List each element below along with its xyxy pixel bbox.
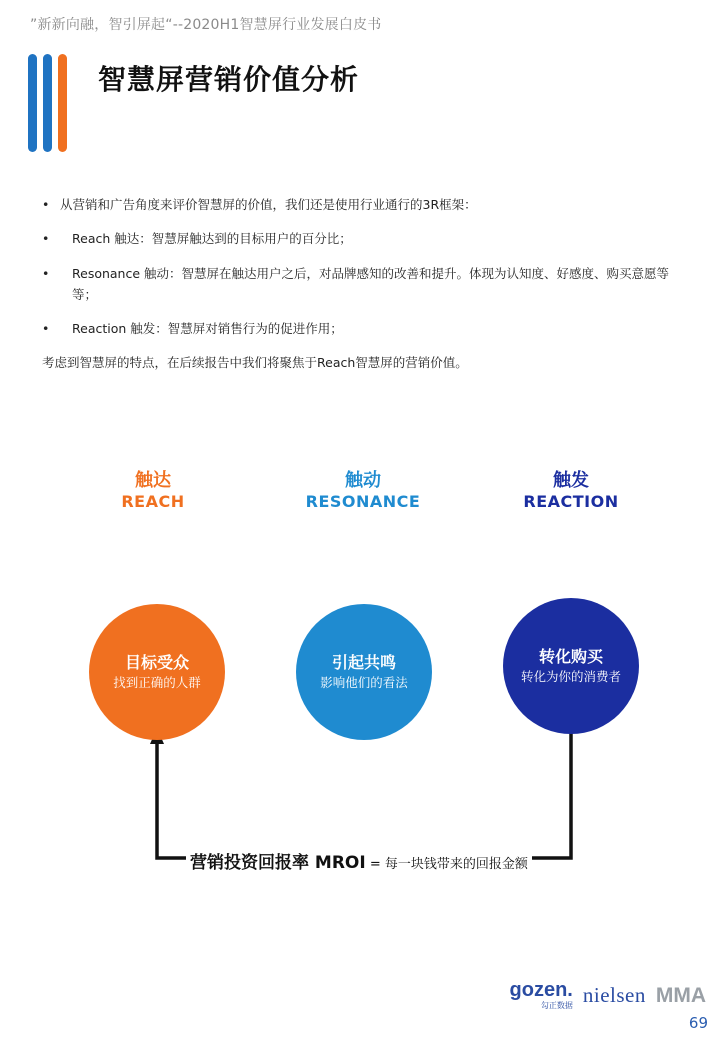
- circle-target-audience-subtitle: 找到正确的人群: [113, 675, 201, 690]
- bullet-dot: •: [42, 265, 50, 281]
- mroi-definition: = 每一块钱带来的回报金额: [365, 857, 528, 872]
- stage-resonance-cn: 触动: [345, 470, 381, 491]
- gozen-logo: [510, 980, 573, 1011]
- circle-conversion: [503, 598, 639, 734]
- bullet-dot: •: [42, 321, 50, 336]
- mma-logo: MMA: [655, 983, 706, 1007]
- document-header-note: ”新新向融，智引屏起“--2020H1智慧屏行业发展白皮书: [30, 17, 382, 33]
- intro-conclusion: 考虑到智慧屏的特点，在后续报告中我们将聚焦于Reach智慧屏的营销价值。: [42, 355, 468, 371]
- footer-logos: [510, 980, 706, 1011]
- bullet-text: Reaction 触发：智慧屏对销售行为的促进作用；: [72, 321, 343, 336]
- stage-reaction-cn: 触发: [553, 470, 589, 491]
- circle-target-audience-title: 目标受众: [124, 653, 189, 672]
- stage-reach-cn: 触达: [135, 470, 171, 491]
- gozen-logo-text: gozen.: [509, 979, 573, 1001]
- bullet-text: Reach 触达：智慧屏触达到的目标用户的百分比；: [72, 231, 352, 247]
- bullet-text: 从营销和广告角度来评价智慧屏的价值，我们还是使用行业通行的3R框架：: [60, 197, 477, 212]
- bullet-text: Resonance 触动：智慧屏在触达用户之后，对品牌感知的改善和提升。体现为认知度、好感度、购买意愿等等；: [72, 265, 670, 302]
- mroi-label: 营销投资回报率 MROI: [190, 853, 366, 873]
- mroi-caption: [186, 848, 532, 873]
- stage-reach-en: REACH: [121, 492, 185, 511]
- stage-reaction-en: REACTION: [523, 492, 619, 511]
- nielsen-logo: nielsen: [582, 983, 646, 1007]
- page-number: 69: [688, 1014, 708, 1032]
- circle-resonance-title: 引起共鸣: [331, 653, 396, 672]
- page-title: 智慧屏营销价值分析: [98, 63, 360, 96]
- stage-resonance-en: RESONANCE: [305, 492, 421, 511]
- circle-target-audience: [89, 604, 225, 740]
- circle-resonance-subtitle: 影响他们的看法: [320, 675, 408, 690]
- bullet-dot: •: [42, 197, 50, 212]
- gozen-logo-subtitle: 勾正数据: [540, 1001, 573, 1010]
- circle-conversion-title: 转化购买: [538, 647, 603, 666]
- circle-resonance: [296, 604, 432, 740]
- circle-conversion-subtitle: 转化为你的消费者: [520, 669, 621, 684]
- bullet-dot: •: [42, 231, 50, 247]
